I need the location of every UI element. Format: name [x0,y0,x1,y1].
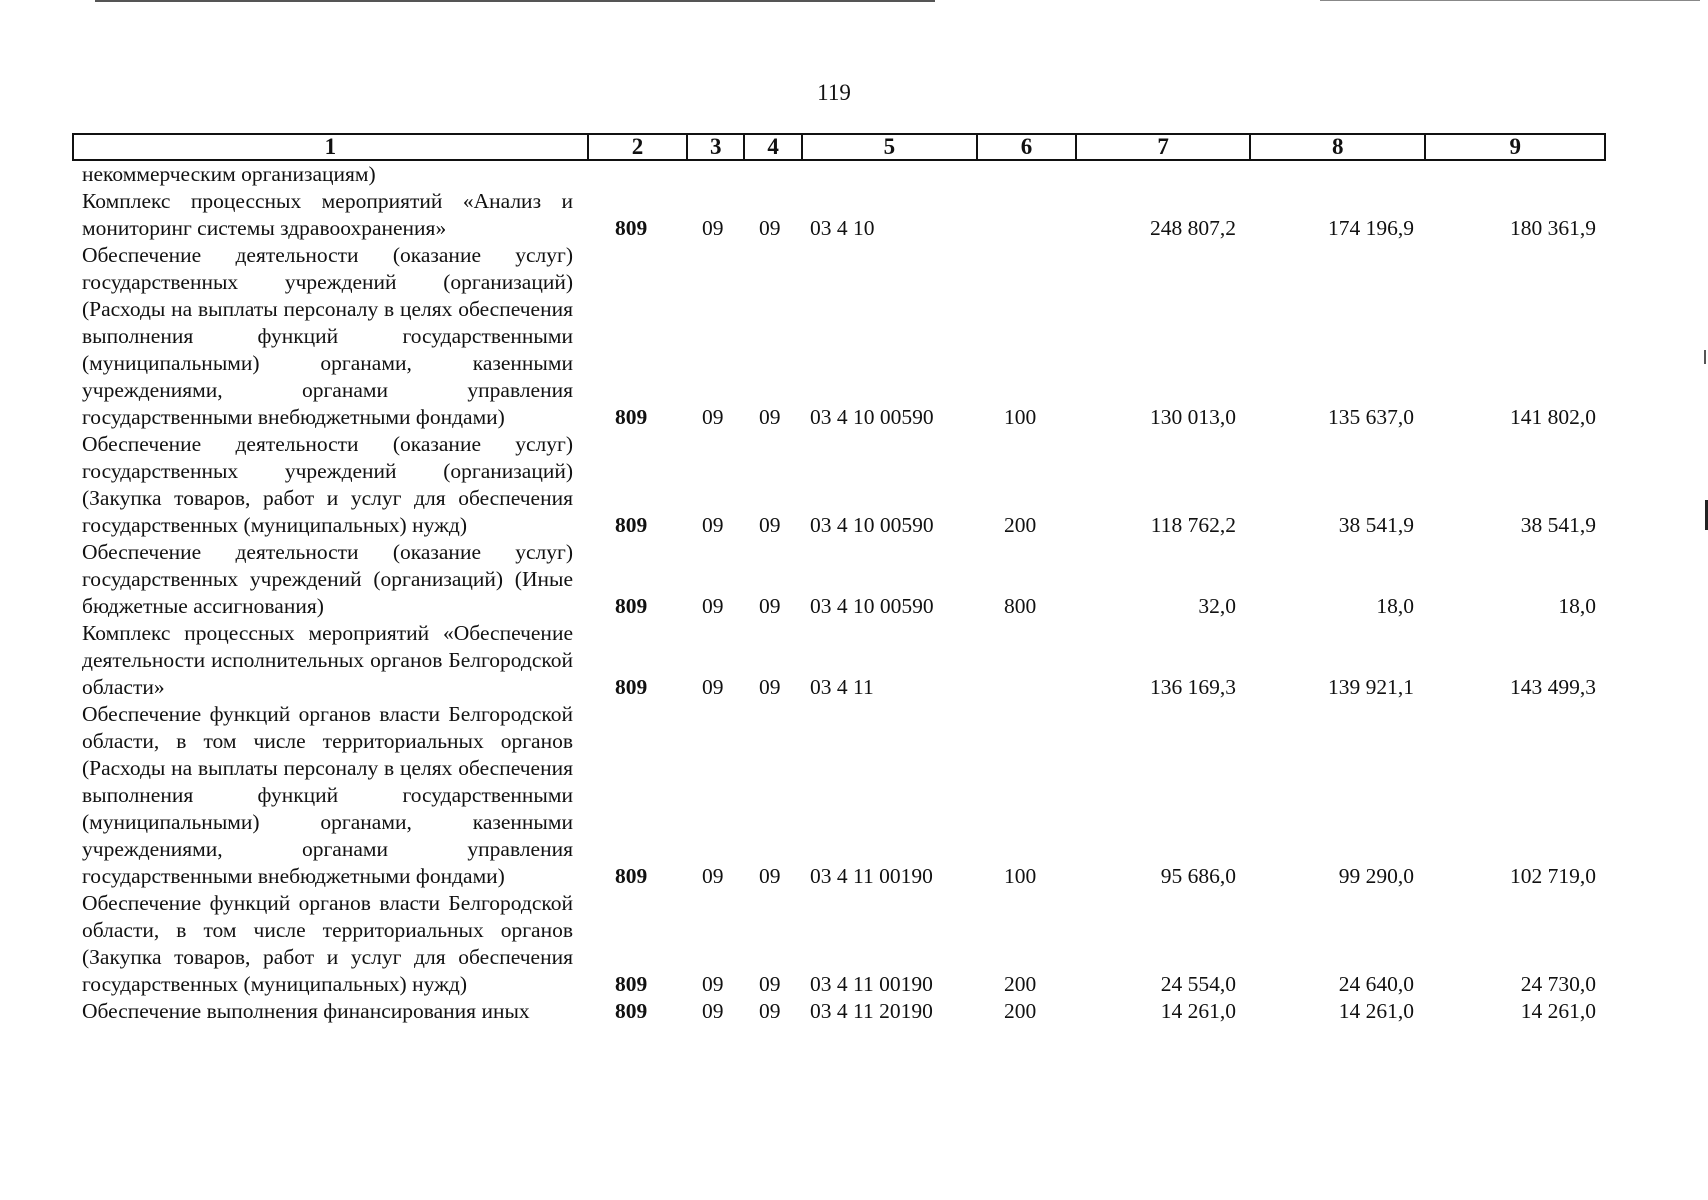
cell-ministry-code: 809 [615,405,648,429]
table-body [0,161,1708,1025]
row-description: некоммерческим организациям) [82,162,376,186]
cell-amount-col8: 38 541,9 [1338,513,1414,537]
cell-subsection: 09 [759,999,781,1023]
cell-section: 09 [702,864,724,888]
cell-target-code: 03 4 11 [810,675,874,699]
cell-target-code: 03 4 11 00190 [810,972,933,996]
cell-amount-col9: 14 261,0 [1520,999,1596,1023]
table-row [0,620,1708,701]
cell-amount-col9: 38 541,9 [1520,513,1596,537]
scan-edge-line [1320,0,1700,1]
cell-ministry-code: 809 [615,216,648,240]
cell-expense-type: 200 [1004,972,1037,996]
cell-section: 09 [702,594,724,618]
scan-edge-line [95,0,935,2]
cell-ministry-code: 809 [615,513,648,537]
cell-amount-col7: 130 013,0 [1150,405,1236,429]
cell-section: 09 [702,405,724,429]
cell-amount-col9: 102 719,0 [1510,864,1596,888]
cell-subsection: 09 [759,972,781,996]
cell-amount-col9: 18,0 [1558,594,1596,618]
cell-amount-col8: 18,0 [1376,594,1414,618]
cell-amount-col7: 95 686,0 [1160,864,1236,888]
cell-expense-type: 200 [1004,999,1037,1023]
cell-section: 09 [702,999,724,1023]
header-col-8: 8 [1249,135,1425,159]
header-col-5: 5 [801,135,976,159]
cell-expense-type: 200 [1004,513,1037,537]
table-row [0,998,1708,1025]
cell-target-code: 03 4 10 00590 [810,594,934,618]
table-row [0,161,1708,188]
cell-amount-col8: 139 921,1 [1328,675,1414,699]
cell-subsection: 09 [759,513,781,537]
table-row [0,188,1708,242]
row-description: Комплекс процессных мероприятий «Анализ и мониторинг системы здравоохранения» [82,189,573,240]
table-row [0,431,1708,539]
header-col-9: 9 [1424,135,1604,159]
cell-expense-type: 100 [1004,864,1037,888]
cell-expense-type: 800 [1004,594,1037,618]
cell-amount-col7: 24 554,0 [1160,972,1236,996]
header-col-2: 2 [587,135,687,159]
table-row [0,701,1708,890]
header-col-3: 3 [686,135,743,159]
table-row [0,539,1708,620]
cell-amount-col9: 180 361,9 [1510,216,1596,240]
cell-subsection: 09 [759,594,781,618]
table-row [0,890,1708,998]
cell-target-code: 03 4 10 00590 [810,513,934,537]
table-row [0,242,1708,431]
row-description: Обеспечение деятельности (оказание услуг) государственных учреждений (организаций) (Расходы на выплаты персоналу в целях обеспечения выполнения функций государственными (муниципальными) органами, казенными учреждениями, органами управления государственными внебюджетными фондами) [82,243,573,429]
cell-amount-col7: 118 762,2 [1150,513,1236,537]
header-col-7: 7 [1075,135,1249,159]
cell-target-code: 03 4 10 [810,216,875,240]
row-description: Обеспечение функций органов власти Белгородской области, в том числе территориальных органов (Расходы на выплаты персоналу в целях обеспечения выполнения функций государственными (муниципальными) органами, казенными учреждениями, органами управления государственными внебюджетными фондами) [82,702,573,888]
header-col-6: 6 [976,135,1076,159]
row-description: Комплекс процессных мероприятий «Обеспечение деятельности исполнительных органов Белгородской области» [82,621,573,699]
cell-section: 09 [702,216,724,240]
header-col-4: 4 [743,135,801,159]
cell-amount-col9: 143 499,3 [1510,675,1596,699]
cell-section: 09 [702,972,724,996]
cell-ministry-code: 809 [615,999,648,1023]
cell-amount-col7: 136 169,3 [1150,675,1236,699]
cell-subsection: 09 [759,405,781,429]
cell-amount-col7: 248 807,2 [1150,216,1236,240]
cell-amount-col8: 99 290,0 [1338,864,1414,888]
cell-amount-col7: 32,0 [1198,594,1236,618]
row-description: Обеспечение функций органов власти Белгородской области, в том числе территориальных органов (Закупка товаров, работ и услуг для обеспечения государственных (муниципальных) нужд) [82,891,573,996]
cell-subsection: 09 [759,216,781,240]
cell-ministry-code: 809 [615,864,648,888]
row-description: Обеспечение выполнения финансирования иных [82,999,530,1023]
cell-expense-type: 100 [1004,405,1037,429]
cell-amount-col9: 141 802,0 [1510,405,1596,429]
cell-amount-col8: 24 640,0 [1338,972,1414,996]
row-description: Обеспечение деятельности (оказание услуг) государственных учреждений (организаций) (Закупка товаров, работ и услуг для обеспечения государственных (муниципальных) нужд) [82,432,573,537]
cell-target-code: 03 4 11 20190 [810,999,933,1023]
cell-amount-col8: 14 261,0 [1338,999,1414,1023]
cell-ministry-code: 809 [615,972,648,996]
cell-amount-col7: 14 261,0 [1160,999,1236,1023]
table-header [72,133,1606,161]
cell-amount-col8: 135 637,0 [1328,405,1414,429]
row-description: Обеспечение деятельности (оказание услуг) государственных учреждений (организаций) (Иные бюджетные ассигнования) [82,540,573,618]
cell-section: 09 [702,675,724,699]
cell-subsection: 09 [759,675,781,699]
cell-section: 09 [702,513,724,537]
cell-ministry-code: 809 [615,675,648,699]
cell-amount-col8: 174 196,9 [1328,216,1414,240]
cell-ministry-code: 809 [615,594,648,618]
cell-target-code: 03 4 10 00590 [810,405,934,429]
page-number: 119 [817,80,851,105]
cell-amount-col9: 24 730,0 [1520,972,1596,996]
cell-subsection: 09 [759,864,781,888]
cell-target-code: 03 4 11 00190 [810,864,933,888]
header-col-1: 1 [324,134,337,159]
